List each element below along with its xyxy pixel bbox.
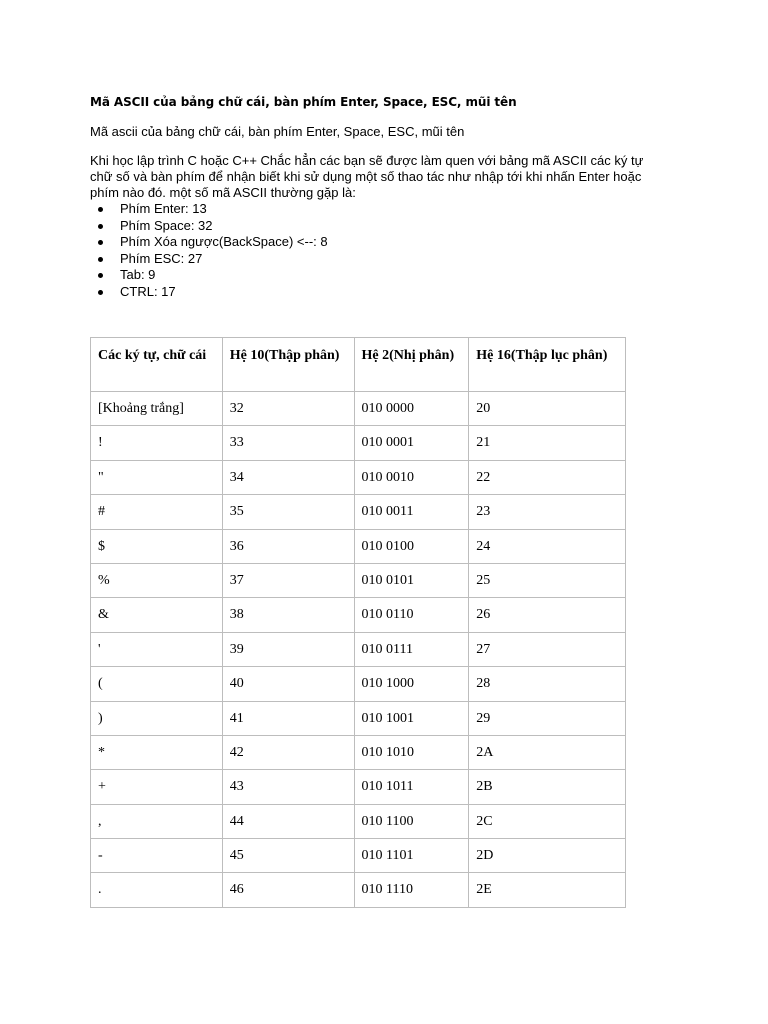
cell-binary: 010 0011: [354, 495, 469, 529]
cell-hex: 22: [469, 460, 626, 494]
cell-hex: 2E: [469, 873, 626, 907]
table-row: [91, 495, 626, 529]
document-subtitle: Mã ascii của bảng chữ cái, bàn phím Enter, Space, ESC, mũi tên: [90, 124, 465, 139]
table-row: [91, 770, 626, 804]
list-item-text: Phím ESC: 27: [120, 250, 203, 266]
table-row: [91, 632, 626, 666]
header-hex: Hệ 16(Thập lục phân): [469, 338, 626, 392]
header-decimal: Hệ 10(Thập phân): [222, 338, 354, 392]
ascii-table: [90, 337, 626, 908]
cell-decimal: 35: [222, 495, 354, 529]
table-row: [91, 667, 626, 701]
key-code-list: [90, 201, 690, 300]
list-item: [90, 251, 690, 268]
cell-hex: 2D: [469, 839, 626, 873]
cell-character: &: [91, 598, 223, 632]
cell-character: #: [91, 495, 223, 529]
table-row: [91, 460, 626, 494]
cell-decimal: 34: [222, 460, 354, 494]
cell-character: ): [91, 701, 223, 735]
cell-character: -: [91, 839, 223, 873]
cell-decimal: 46: [222, 873, 354, 907]
cell-decimal: 40: [222, 667, 354, 701]
bullet-icon: [98, 207, 103, 212]
cell-binary: 010 0111: [354, 632, 469, 666]
bullet-icon: [98, 224, 103, 229]
cell-character: *: [91, 735, 223, 769]
cell-decimal: 44: [222, 804, 354, 838]
cell-hex: 20: [469, 392, 626, 426]
cell-decimal: 33: [222, 426, 354, 460]
cell-hex: 27: [469, 632, 626, 666]
cell-hex: 25: [469, 563, 626, 597]
header-binary: Hệ 2(Nhị phân): [354, 338, 469, 392]
cell-decimal: 32: [222, 392, 354, 426]
list-item-text: Phím Enter: 13: [120, 201, 207, 216]
cell-hex: 28: [469, 667, 626, 701]
cell-character: ,: [91, 804, 223, 838]
list-item-text: Tab: 9: [120, 267, 156, 282]
cell-hex: 24: [469, 529, 626, 563]
cell-decimal: 36: [222, 529, 354, 563]
cell-hex: 21: [469, 426, 626, 460]
list-item-text: Phím Space: 32: [120, 217, 213, 233]
cell-decimal: 42: [222, 735, 354, 769]
cell-decimal: 41: [222, 701, 354, 735]
bullet-icon: [98, 290, 103, 295]
list-item-text: Phím Xóa ngược(BackSpace) <--: 8: [120, 234, 328, 249]
list-item-text: CTRL: 17: [120, 283, 176, 299]
cell-binary: 010 0001: [354, 426, 469, 460]
cell-hex: 2B: [469, 770, 626, 804]
intro-paragraph: Khi học lập trình C hoặc C++ Chắc hẳn các bạn sẽ được làm quen với bảng mã ASCII các ký tự chữ số và bàn phím để nhận biết khi sử dụng một số thao tác như nhập tới khi nhấn Enter hoặc phím nào đó. một số mã ASCII thường gặp là:: [90, 153, 644, 200]
table-row: [91, 873, 626, 907]
cell-binary: 010 0101: [354, 563, 469, 597]
cell-binary: 010 0010: [354, 460, 469, 494]
bullet-icon: [98, 240, 103, 245]
cell-character: %: [91, 563, 223, 597]
cell-decimal: 45: [222, 839, 354, 873]
cell-binary: 010 1110: [354, 873, 469, 907]
cell-binary: 010 1010: [354, 735, 469, 769]
document-page: [90, 94, 690, 898]
cell-character: ': [91, 632, 223, 666]
table-row: [91, 839, 626, 873]
cell-decimal: 37: [222, 563, 354, 597]
cell-character: +: [91, 770, 223, 804]
cell-character: (: [91, 667, 223, 701]
cell-character: $: [91, 529, 223, 563]
list-item: [90, 201, 690, 218]
cell-binary: 010 0000: [354, 392, 469, 426]
cell-decimal: 38: [222, 598, 354, 632]
cell-decimal: 43: [222, 770, 354, 804]
cell-character: .: [91, 873, 223, 907]
table-row: [91, 804, 626, 838]
table-row: [91, 701, 626, 735]
cell-binary: 010 1100: [354, 804, 469, 838]
list-item: [90, 267, 690, 284]
bullet-icon: [98, 257, 103, 262]
cell-decimal: 39: [222, 632, 354, 666]
table-header-row: [91, 338, 626, 392]
cell-binary: 010 0100: [354, 529, 469, 563]
list-item: [90, 284, 690, 301]
cell-binary: 010 1000: [354, 667, 469, 701]
cell-hex: 26: [469, 598, 626, 632]
cell-binary: 010 1011: [354, 770, 469, 804]
table-row: [91, 563, 626, 597]
table-row: [91, 392, 626, 426]
table-row: [91, 529, 626, 563]
cell-character: ": [91, 460, 223, 494]
cell-hex: 2A: [469, 735, 626, 769]
table-row: [91, 426, 626, 460]
document-title: Mã ASCII của bảng chữ cái, bàn phím Enter, Space, ESC, mũi tên: [90, 95, 517, 109]
list-item: [90, 234, 690, 251]
cell-hex: 2C: [469, 804, 626, 838]
table-row: [91, 735, 626, 769]
cell-character: !: [91, 426, 223, 460]
cell-binary: 010 0110: [354, 598, 469, 632]
cell-hex: 23: [469, 495, 626, 529]
cell-hex: 29: [469, 701, 626, 735]
cell-character: [Khoảng trắng]: [91, 392, 223, 426]
bullet-icon: [98, 273, 103, 278]
table-body: [91, 392, 626, 908]
table-row: [91, 598, 626, 632]
list-item: [90, 218, 690, 235]
cell-binary: 010 1001: [354, 701, 469, 735]
cell-binary: 010 1101: [354, 839, 469, 873]
header-character: Các ký tự, chữ cái: [91, 338, 223, 392]
